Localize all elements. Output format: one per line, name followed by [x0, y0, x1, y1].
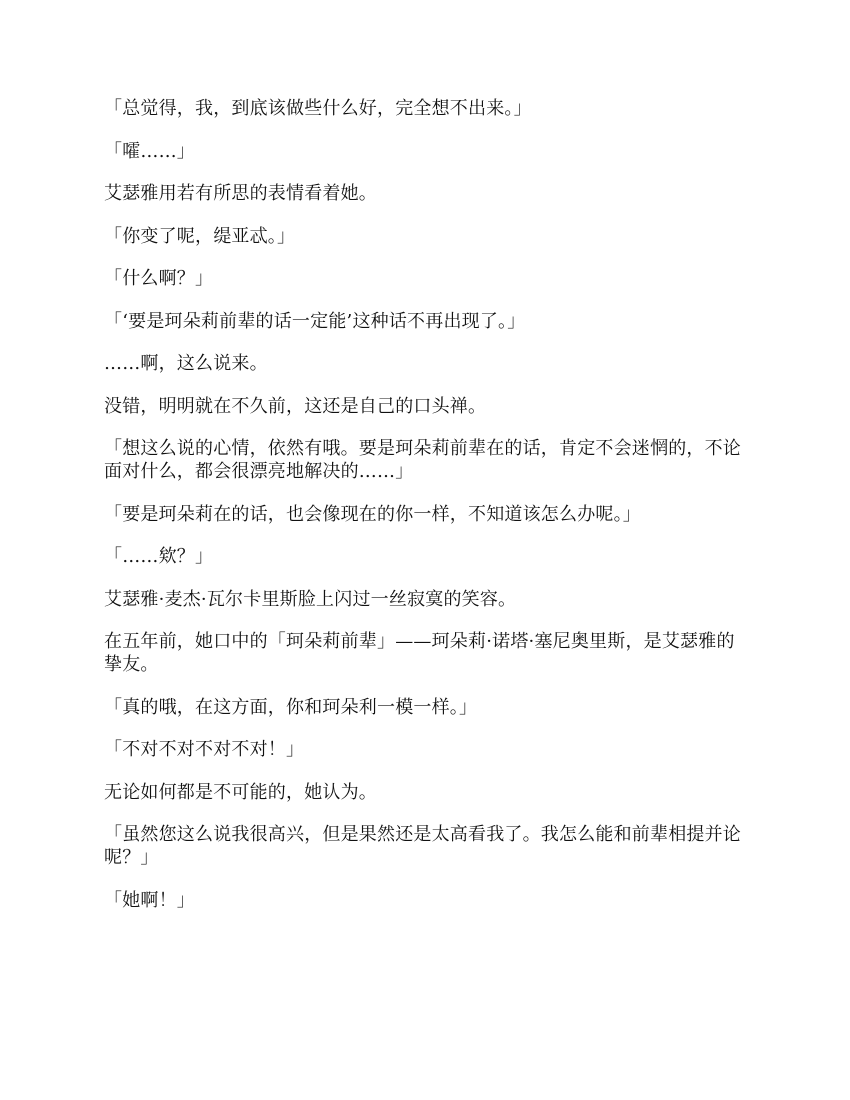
paragraph-9: 「想这么说的心情，依然有哦。要是珂朵莉前辈在的话，肯定不会迷惘的，不论面对什么，都会很漂亮地解决的……」	[104, 438, 741, 482]
paragraph-8: 没错，明明就在不久前，这还是自己的口头禅。	[104, 395, 487, 417]
paragraph-2: 「嚯……」	[104, 140, 195, 162]
paragraph-6: 「‘要是珂朵莉前辈的话一定能’这种话不再出现了。」	[104, 310, 526, 332]
paragraph-7: ……啊，这么说来。	[104, 353, 268, 374]
paragraph-14: 「真的哦，在这方面，你和珂朵利一模一样。」	[104, 696, 478, 718]
paragraph-13: 在五年前，她口中的「珂朵莉前辈」——珂朵莉·诺塔·塞尼奥里斯，是艾瑟雅的挚友。	[104, 631, 735, 675]
paragraph-18: 「她啊！」	[104, 889, 195, 911]
paragraph-15: 「不对不对不对不对！」	[104, 739, 305, 760]
paragraph-10: 「要是珂朵莉在的话，也会像现在的你一样，不知道该怎么办呢。」	[104, 503, 641, 525]
paragraph-16: 无论如何都是不可能的，她认为。	[104, 781, 377, 803]
paragraph-11: 「……欸？」	[104, 546, 214, 567]
paragraph-12: 艾瑟雅·麦杰·瓦尔卡里斯脸上闪过一丝寂寞的笑容。	[104, 588, 517, 610]
paragraph-4: 「你变了呢，缇亚忒。」	[104, 225, 296, 247]
paragraph-17: 「虽然您这么说我很高兴，但是果然还是太高看我了。我怎么能和前辈相提并论呢？」	[104, 824, 741, 868]
paragraph-1: 「总觉得，我，到底该做些什么好，完全想不出来。」	[104, 98, 532, 119]
paragraph-3: 艾瑟雅用若有所思的表情看着她。	[104, 183, 377, 204]
paragraph-5: 「什么啊？」	[104, 268, 214, 289]
